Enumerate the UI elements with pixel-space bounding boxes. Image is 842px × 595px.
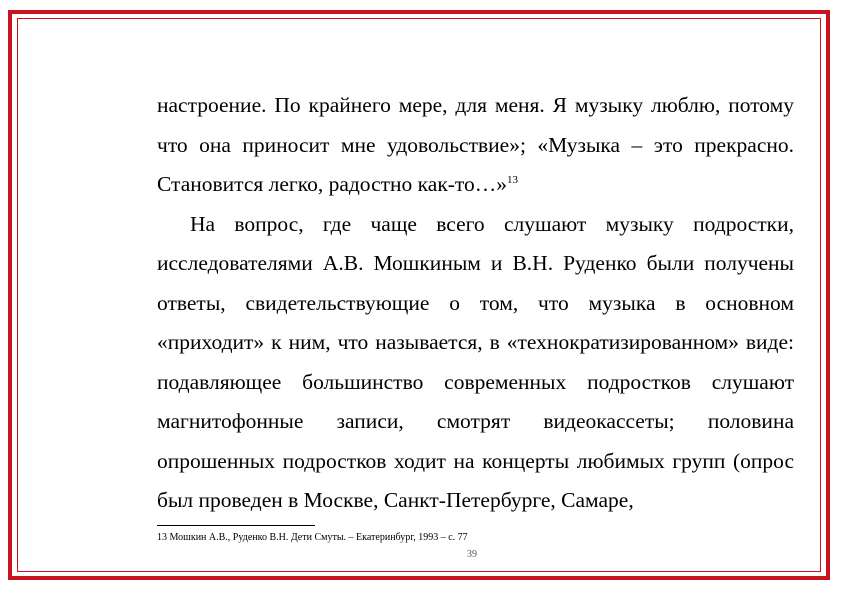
footnote-text: 13 Мошкин А.В., Руденко В.Н. Дети Смуты. – Екатеринбург, 1993 – с. 77 — [157, 532, 468, 543]
body-text — [157, 86, 794, 521]
paragraph-1-text: настроение. По крайнего мере, для меня. Я музыку люблю, потому что она приносит мне удовольствие»; «Музыка – это прекрасно. Становится легко, радостно как-то…» — [157, 93, 794, 196]
footnote-separator — [157, 525, 315, 526]
page-number: 39 — [467, 549, 477, 560]
paragraph-2: На вопрос, где чаще всего слушают музыку подростки, исследователями А.В. Мошкиным и В.Н. Руденко были получены ответы, свидетельствующие о том, что музыка в основном «приходит» к ним, что называется, в «технократизированном» виде: подавляющее большинство современных подростков слушают магнитофонные записи, смотрят видеокассеты; половина опрошенных подростков ходит на концерты любимых групп (опрос был проведен в Москве, Санкт-Петербурге, Самаре, — [157, 211, 794, 512]
paragraph-1 — [157, 86, 794, 205]
footnote-reference[interactable]: 13 — [507, 173, 519, 186]
